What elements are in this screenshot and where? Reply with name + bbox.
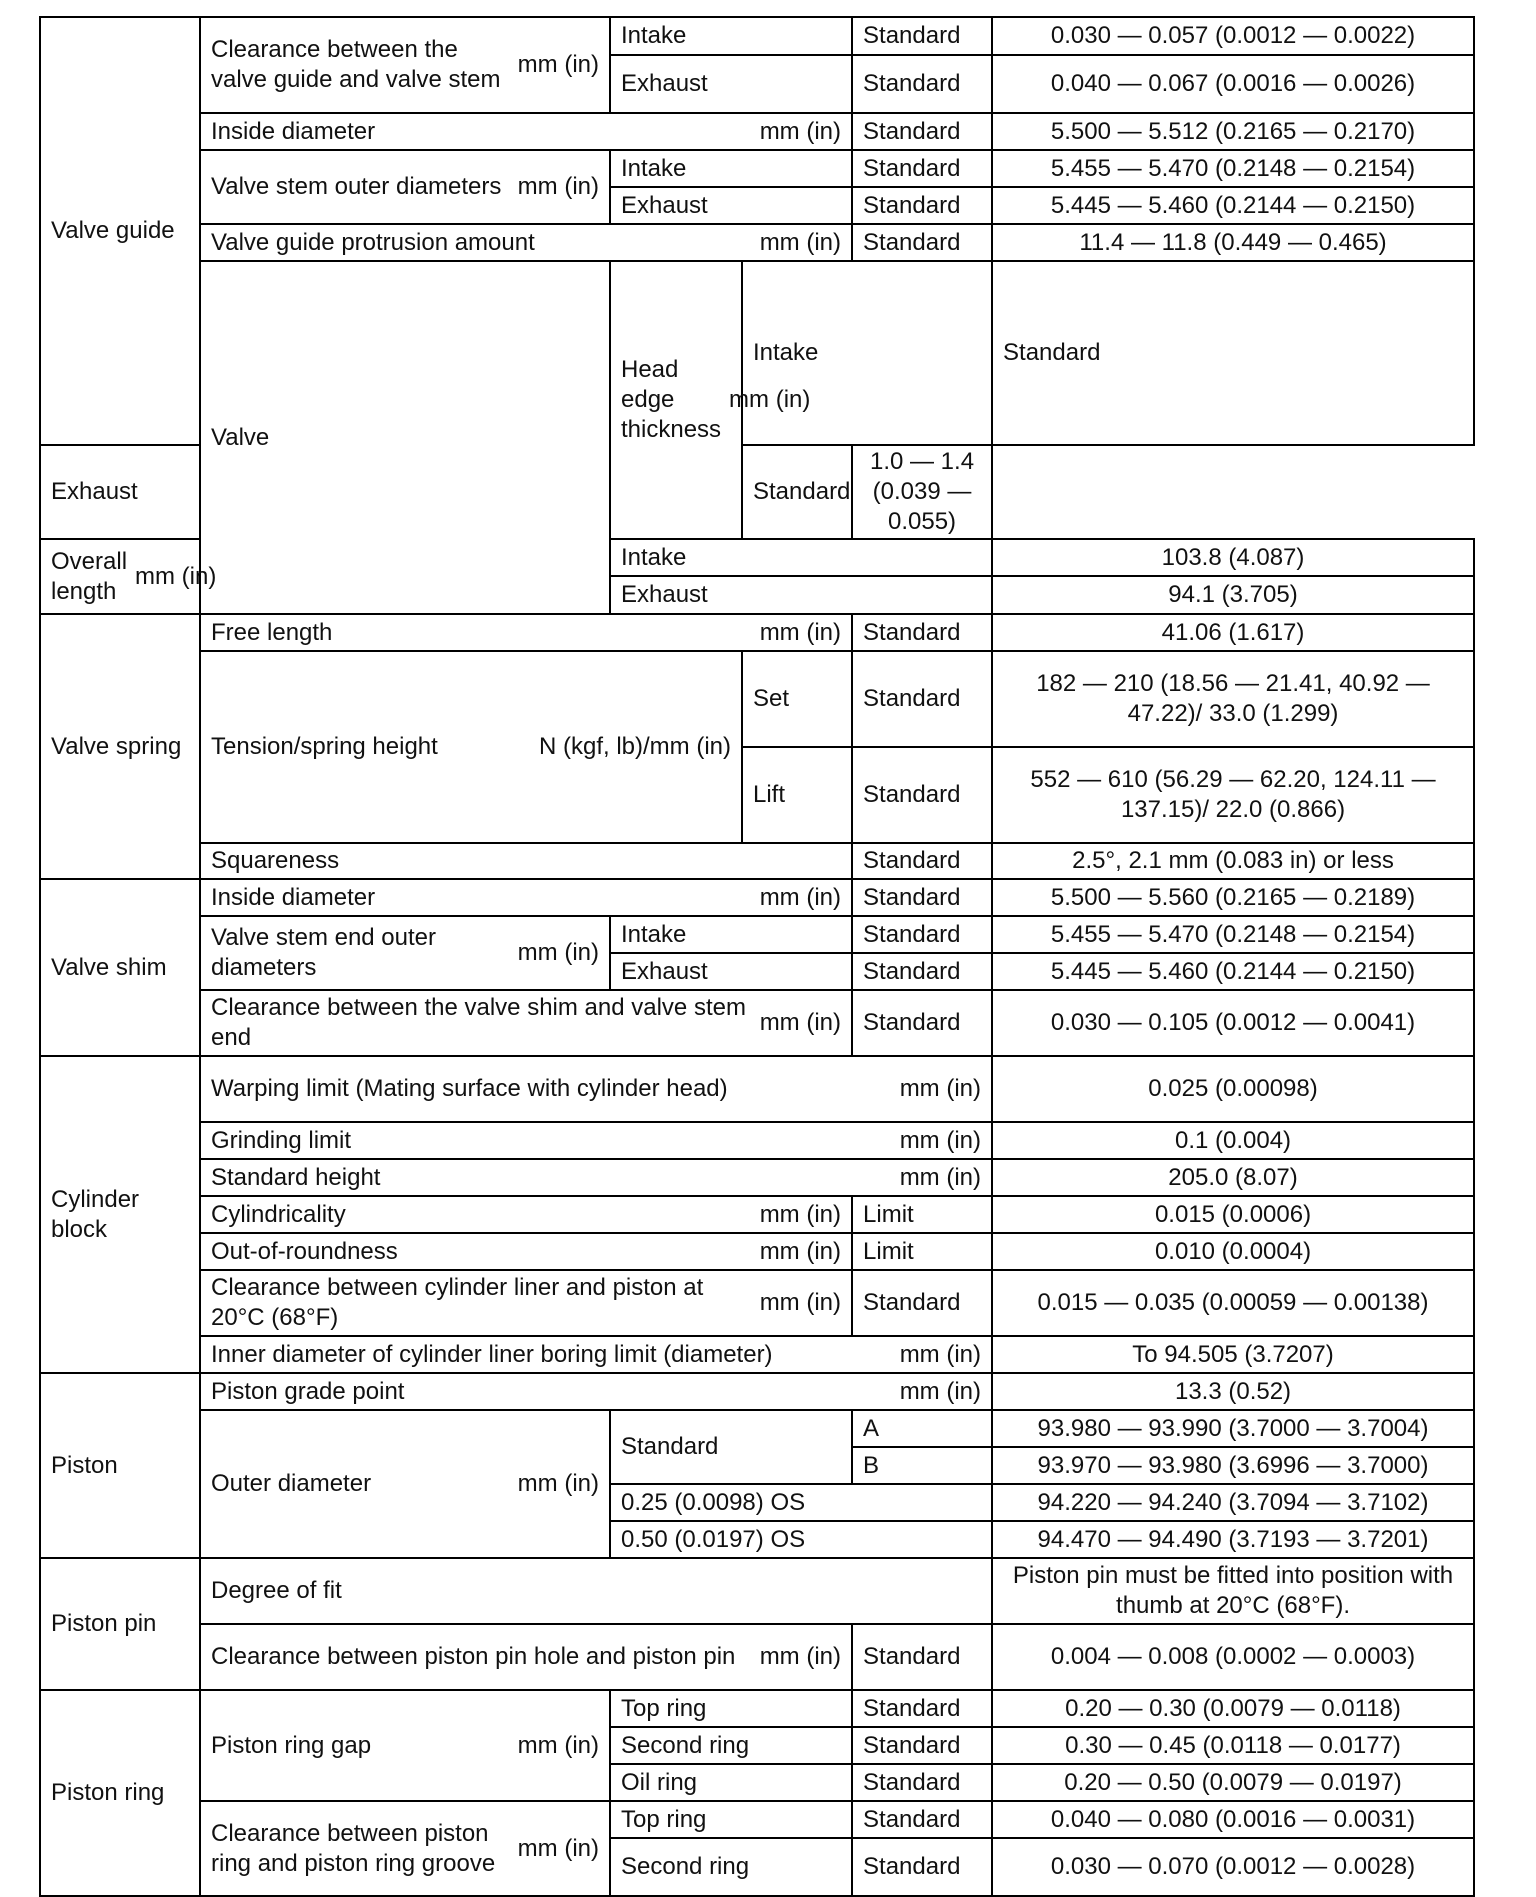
- type-label: Standard: [852, 747, 992, 843]
- type-label: Standard: [852, 1801, 992, 1838]
- table-row: [40, 879, 1474, 916]
- value-cell: 5.445 — 5.460 (0.2144 — 0.2150): [992, 187, 1474, 224]
- type-label: Limit: [852, 1196, 992, 1233]
- value-cell: 0.20 — 0.30 (0.0079 — 0.0118): [992, 1690, 1474, 1727]
- type-label: Standard: [852, 1764, 992, 1801]
- sub-label: Top ring: [610, 1801, 852, 1838]
- value-cell: 552 — 610 (56.29 — 62.20, 124.11 — 137.15)/ 22.0 (0.866): [992, 747, 1474, 843]
- group-label: Piston: [40, 1373, 200, 1558]
- sub-label: Set: [742, 651, 852, 747]
- table-row: [40, 1410, 1474, 1447]
- table-row: [40, 150, 1474, 187]
- table-row: [40, 445, 1474, 539]
- table-row: [40, 1196, 1474, 1233]
- value-cell: 0.015 — 0.035 (0.00059 — 0.00138): [992, 1270, 1474, 1336]
- table-row: [40, 1690, 1474, 1727]
- sub-label: Intake: [610, 539, 992, 576]
- table-row: [40, 1624, 1474, 1690]
- type-label: Standard: [852, 916, 992, 953]
- value-cell: 5.455 — 5.470 (0.2148 — 0.2154): [992, 916, 1474, 953]
- type-label: Standard: [852, 1270, 992, 1336]
- item-label: Valve stem end outer diameters mm (in): [200, 916, 610, 990]
- item-label: Inner diameter of cylinder liner boring limit (diameter) mm (in): [200, 1336, 992, 1373]
- table-row: [40, 1558, 1474, 1624]
- type-label: Standard: [852, 224, 992, 261]
- group-label: Valve: [200, 261, 610, 614]
- item-label: Inside diameter mm (in): [200, 879, 852, 916]
- sub-label: Exhaust: [610, 576, 992, 614]
- item-label: Head edge thickness mm (in): [610, 261, 742, 539]
- sub-label: Exhaust: [610, 187, 852, 224]
- item-label: Standard height mm (in): [200, 1159, 992, 1196]
- table-row: [40, 1159, 1474, 1196]
- sub-label: Standard: [610, 1410, 852, 1484]
- table-row: [40, 261, 1474, 445]
- item-label: Squareness: [200, 843, 852, 879]
- value-cell: 205.0 (8.07): [992, 1159, 1474, 1196]
- type-label: Standard: [852, 150, 992, 187]
- value-cell: 2.5°, 2.1 mm (0.083 in) or less: [992, 843, 1474, 879]
- item-label: Clearance between the valve guide and valve stem mm (in): [200, 17, 610, 113]
- sub-label: Top ring: [610, 1690, 852, 1727]
- value-cell: 5.500 — 5.512 (0.2165 — 0.2170): [992, 113, 1474, 150]
- value-cell: 0.025 (0.00098): [992, 1056, 1474, 1122]
- grade-label: B: [852, 1447, 992, 1484]
- sub-label: Oil ring: [610, 1764, 852, 1801]
- item-label: Clearance between cylinder liner and piston at 20°C (68°F) mm (in): [200, 1270, 852, 1336]
- sub-label: 0.25 (0.0098) OS: [610, 1484, 992, 1521]
- type-label: Standard: [852, 990, 992, 1056]
- table-row: [40, 843, 1474, 879]
- table-row: [40, 614, 1474, 651]
- type-label: Standard: [992, 261, 1474, 445]
- value-cell: 1.0 — 1.4 (0.039 — 0.055): [852, 445, 992, 539]
- sub-label: Exhaust: [610, 55, 852, 113]
- value-cell: 94.220 — 94.240 (3.7094 — 3.7102): [992, 1484, 1474, 1521]
- type-label: Standard: [852, 953, 992, 990]
- table-row: [40, 1336, 1474, 1373]
- item-label: Cylindricality mm (in): [200, 1196, 852, 1233]
- table-row: [40, 1056, 1474, 1122]
- type-label: Standard: [852, 879, 992, 916]
- type-label: Standard: [852, 1838, 992, 1896]
- value-cell: 0.004 — 0.008 (0.0002 — 0.0003): [992, 1624, 1474, 1690]
- table-row: [40, 17, 1474, 55]
- item-label: Clearance between piston pin hole and piston pin mm (in): [200, 1624, 852, 1690]
- grade-label: A: [852, 1410, 992, 1447]
- table-row: [40, 916, 1474, 953]
- value-cell: 0.030 — 0.070 (0.0012 — 0.0028): [992, 1838, 1474, 1896]
- item-label: Valve guide protrusion amount mm (in): [200, 224, 852, 261]
- item-label: Inside diameter mm (in): [200, 113, 852, 150]
- value-cell: 93.970 — 93.980 (3.6996 — 3.7000): [992, 1447, 1474, 1484]
- type-label: Standard: [852, 843, 992, 879]
- sub-label: Intake: [610, 150, 852, 187]
- type-label: Standard: [852, 113, 992, 150]
- group-label: Piston pin: [40, 1558, 200, 1690]
- value-cell: 182 — 210 (18.56 — 21.41, 40.92 — 47.22)/ 33.0 (1.299): [992, 651, 1474, 747]
- item-label: Clearance between the valve shim and valve stem end mm (in): [200, 990, 852, 1056]
- type-label: Standard: [852, 55, 992, 113]
- type-label: Standard: [852, 1624, 992, 1690]
- table-row: [40, 651, 1474, 747]
- table-row: [40, 1270, 1474, 1336]
- value-cell: 41.06 (1.617): [992, 614, 1474, 651]
- sub-label: Second ring: [610, 1838, 852, 1896]
- value-cell: 0.040 — 0.080 (0.0016 — 0.0031): [992, 1801, 1474, 1838]
- group-label: Piston ring: [40, 1690, 200, 1896]
- type-label: Standard: [852, 1727, 992, 1764]
- value-cell: 5.500 — 5.560 (0.2165 — 0.2189): [992, 879, 1474, 916]
- value-cell: 0.015 (0.0006): [992, 1196, 1474, 1233]
- item-label: Tension/spring height N (kgf, lb)/mm (in): [200, 651, 742, 843]
- item-label: Clearance between piston ring and piston ring groove mm (in): [200, 1801, 610, 1896]
- value-cell: 0.20 — 0.50 (0.0079 — 0.0197): [992, 1764, 1474, 1801]
- sub-label: 0.50 (0.0197) OS: [610, 1521, 992, 1558]
- table-row: [40, 990, 1474, 1056]
- item-label: Overall length mm (in): [40, 539, 200, 614]
- value-cell: 0.010 (0.0004): [992, 1233, 1474, 1270]
- item-label: Out-of-roundness mm (in): [200, 1233, 852, 1270]
- value-cell: 93.980 — 93.990 (3.7000 — 3.7004): [992, 1410, 1474, 1447]
- value-cell: Piston pin must be fitted into position with thumb at 20°C (68°F).: [992, 1558, 1474, 1624]
- table-row: [40, 1233, 1474, 1270]
- type-label: Standard: [852, 614, 992, 651]
- value-cell: 0.1 (0.004): [992, 1122, 1474, 1159]
- value-cell: 94.1 (3.705): [992, 576, 1474, 614]
- value-cell: 5.455 — 5.470 (0.2148 — 0.2154): [992, 150, 1474, 187]
- sub-label: Lift: [742, 747, 852, 843]
- sub-label: Exhaust: [610, 953, 852, 990]
- item-label: Degree of fit: [200, 1558, 992, 1624]
- group-label: Valve shim: [40, 879, 200, 1056]
- value-cell: To 94.505 (3.7207): [992, 1336, 1474, 1373]
- value-cell: 0.040 — 0.067 (0.0016 — 0.0026): [992, 55, 1474, 113]
- group-label: Valve spring: [40, 614, 200, 879]
- table-row: [40, 224, 1474, 261]
- value-cell: 11.4 — 11.8 (0.449 — 0.465): [992, 224, 1474, 261]
- value-cell: 13.3 (0.52): [992, 1373, 1474, 1410]
- value-cell: 0.30 — 0.45 (0.0118 — 0.0177): [992, 1727, 1474, 1764]
- type-label: Standard: [742, 445, 852, 539]
- sub-label: Intake: [610, 17, 852, 55]
- table-row: [40, 113, 1474, 150]
- type-label: Standard: [852, 187, 992, 224]
- group-label: Valve guide: [40, 17, 200, 445]
- sub-label: Exhaust: [40, 445, 610, 539]
- value-cell: 0.030 — 0.057 (0.0012 — 0.0022): [992, 17, 1474, 55]
- sub-label: Second ring: [610, 1727, 852, 1764]
- item-label: Piston grade point mm (in): [200, 1373, 992, 1410]
- value-cell: 103.8 (4.087): [992, 539, 1474, 576]
- table-row: [40, 1122, 1474, 1159]
- spec-table: [39, 16, 1475, 1897]
- item-label: Free length mm (in): [200, 614, 852, 651]
- sub-label: Intake: [742, 261, 992, 445]
- value-cell: 5.445 — 5.460 (0.2144 — 0.2150): [992, 953, 1474, 990]
- item-label: Grinding limit mm (in): [200, 1122, 992, 1159]
- group-label: Cylinder block: [40, 1056, 200, 1373]
- type-label: Standard: [852, 1690, 992, 1727]
- table-row: [40, 1373, 1474, 1410]
- type-label: Standard: [852, 651, 992, 747]
- value-cell: 94.470 — 94.490 (3.7193 — 3.7201): [992, 1521, 1474, 1558]
- type-label: Standard: [852, 17, 992, 55]
- sub-label: Intake: [610, 916, 852, 953]
- table-row: [40, 1801, 1474, 1838]
- item-label: Warping limit (Mating surface with cylinder head) mm (in): [200, 1056, 992, 1122]
- value-cell: 0.030 — 0.105 (0.0012 — 0.0041): [992, 990, 1474, 1056]
- item-label: Piston ring gap mm (in): [200, 1690, 610, 1801]
- item-label: Valve stem outer diameters mm (in): [200, 150, 610, 224]
- type-label: Limit: [852, 1233, 992, 1270]
- item-label: Outer diameter mm (in): [200, 1410, 610, 1558]
